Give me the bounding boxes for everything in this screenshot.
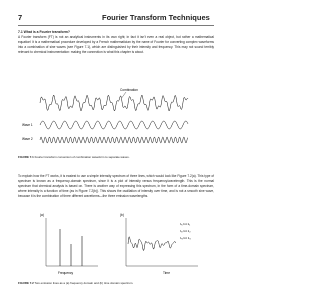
figure-7-2-caption-label: FIGURE 7.2 xyxy=(18,280,34,285)
panel-a-label: (a) xyxy=(40,213,44,217)
panel-a-xlabel: Frequency xyxy=(58,271,74,275)
label-combination: Combination xyxy=(120,88,138,92)
figure-7-1-caption-text: Fourier transform conversion of combination waveform to separate waves. xyxy=(34,155,130,159)
figure-7-1-caption-label: FIGURE 7.1 xyxy=(18,155,34,159)
label-wave2: Wave 2 xyxy=(22,137,33,141)
line-label-1: λ₁ Int 1₁ xyxy=(180,222,191,226)
paragraph-2: To explain how the FT works, it is easiest to use a simple intensity spectrum of three lines, which would look like Figure 7.2(a). This type of spectrum is known as a frequency-domain spectrum, since it is a plot of intensity versus frequency/wavelength. This is the normal spectrum that chemical analysis is based on. There is another way of expressing this spectrum, in the form of a time-domain spectrum, where intensity is a function of time (as in Figure 7.2(b)). This shows the oscillation of intensity over time, and is not a smooth sine wave, because it is the combination of three different waveforms—the three emission wavelengths. xyxy=(18,174,214,198)
line-label-2: λ₂ Int 1₂ xyxy=(180,229,191,233)
time-domain-waveform xyxy=(128,237,176,251)
chapter-title: Fourier Transform Techniques xyxy=(102,13,210,22)
label-wave1: Wave 1 xyxy=(22,123,33,127)
line-label-3: λ₃ Int 1₃ xyxy=(180,236,191,240)
paragraph-1: A Fourier transform (FT) is not an analytical instruments in its own right; in fact it isn't even a real object, but rather a mathematical equation! It is a mathematical procedure developed by a French mathematician by the name of Fourier for converting complex waveforms into a combination of sine waves (see Figure 7.1), which are distinguished by their intensity and frequency. This may not sound terribly relevant to chemical instrumentation: making the connection is what this chapter is about. xyxy=(18,35,214,54)
figure-7-2-caption xyxy=(18,281,133,285)
chapter-number: 7 xyxy=(18,13,23,22)
panel-b-xlabel: Time xyxy=(163,271,170,275)
section-heading: 7.1 What is a Fourier transform? xyxy=(18,29,71,34)
figure-7-2-caption-text: Two emission lines as a (a) frequency domain and (b) time domain spectrum. xyxy=(34,280,134,285)
panel-b-label: (b) xyxy=(120,213,124,217)
